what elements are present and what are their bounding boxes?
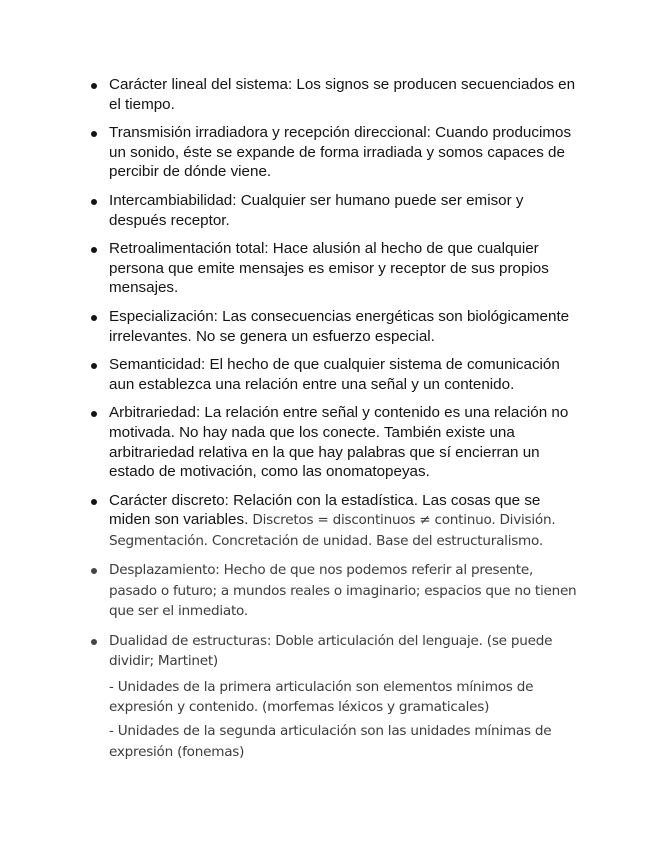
bullet-icon [91, 247, 97, 253]
bullet-icon [91, 199, 97, 205]
list-item [89, 75, 579, 114]
bullet-icon [91, 639, 97, 645]
list-item [89, 560, 579, 621]
list-item [89, 123, 579, 182]
list-item-text: Semanticidad: El hecho de que cualquier sistema de comunicación aun establezca una relación entre una señal y un contenido. [109, 356, 560, 393]
list-item-text: Carácter discreto: Relación con la estadística. Las cosas que se miden son variables. [109, 491, 541, 529]
list-item [89, 403, 579, 481]
list-item [89, 191, 579, 230]
bullet-icon [91, 499, 97, 505]
list-item-text: Retroalimentación total: Hace alusión al hecho de que cualquier persona que emite mensajes es emisor y receptor de sus propios mensajes. [109, 240, 549, 297]
sub-paragraph: - Unidades de la primera articulación son elementos mínimos de expresión y contenido. (morfemas léxicos y gramaticales) [109, 678, 534, 715]
bullet-icon [91, 411, 97, 417]
list-item [89, 355, 579, 394]
list-item-text: Arbitrariedad: La relación entre señal y contenido es una relación no motivada. No hay nada que los conecte. También existe una arbitrariedad relativa en la que hay palabras que sí encierran un estado de motivación, como las onomatopeyas. [109, 404, 569, 481]
bullet-icon [91, 363, 97, 369]
list-item-text: Intercambiabilidad: Cualquier ser humano puede ser emisor y después receptor. [109, 191, 524, 229]
list-item-text: Especialización: Las consecuencias energéticas son biológicamente irrelevantes. No se genera un esfuerzo especial. [109, 307, 570, 345]
bullet-icon [91, 83, 97, 89]
bullet-icon [91, 568, 97, 574]
feature-list [89, 75, 579, 771]
list-item-continuation: Discretos = discontinuos ≠ continuo. División. Segmentación. Concretación de unidad. Base del estructuralismo. [109, 512, 556, 549]
list-item [89, 307, 579, 346]
bullet-icon [91, 131, 97, 137]
bullet-icon [91, 315, 97, 321]
sub-paragraph: - Unidades de la segunda articulación son las unidades mínimas de expresión (fonemas) [109, 723, 552, 760]
list-item [89, 631, 579, 762]
list-item-text: Dualidad de estructuras: Doble articulación del lenguaje. (se puede dividir; Martinet) [109, 632, 553, 670]
list-item [89, 491, 579, 552]
list-item [89, 239, 579, 298]
list-item-text: Carácter lineal del sistema: Los signos se producen secuenciados en el tiempo. [109, 76, 576, 113]
list-item-text: Desplazamiento: Hecho de que nos podemos referir al presente, pasado o futuro; a mundos reales o imaginario; espacios que no tienen que ser el inmediato. [109, 562, 577, 620]
list-item-text: Transmisión irradiadora y recepción direccional: Cuando producimos un sonido, éste se expande de forma irradiada y somos capaces de percibir de dónde viene. [109, 124, 572, 181]
